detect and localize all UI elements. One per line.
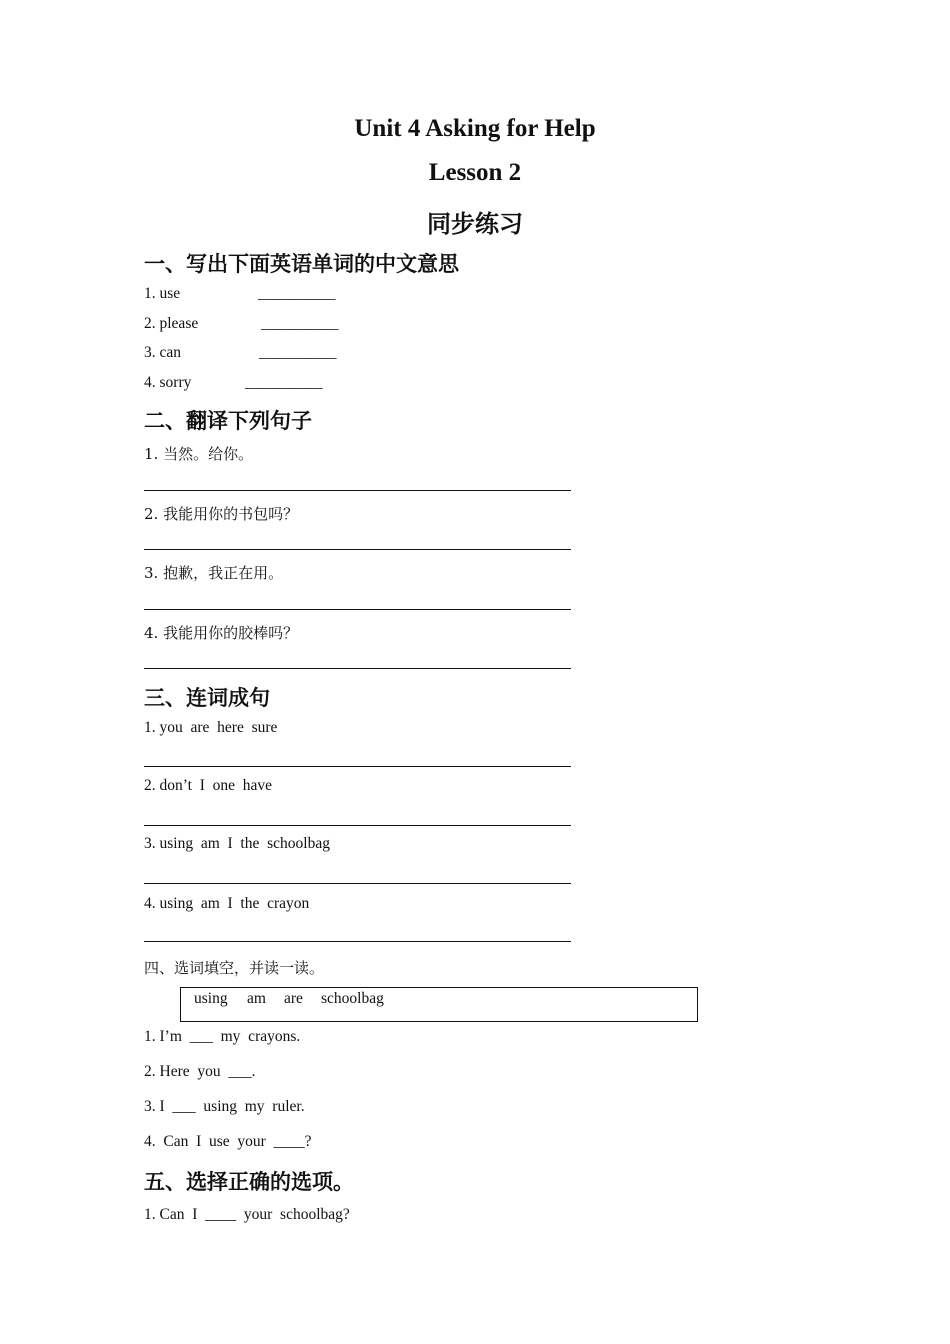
fill-blank-item: 2. Here you ___.	[144, 1063, 256, 1080]
vocab-item: 4. sorry	[144, 374, 192, 391]
vocab-item: 3. can	[144, 344, 182, 361]
translate-item: 1. 当然。给你。	[144, 445, 254, 463]
answer-blank: __________	[261, 315, 339, 332]
choice-item: 1. Can I ____ your schoolbag?	[144, 1206, 350, 1223]
answer-line	[144, 609, 571, 610]
translate-item: 4. 我能用你的胶棒吗？	[144, 624, 299, 642]
word-bank-box	[180, 987, 698, 1022]
word-bank-word: are	[284, 990, 303, 1007]
lesson-title: Lesson 2	[428, 159, 522, 186]
word-bank-word: using	[194, 990, 228, 1007]
vocab-item: 1. use	[144, 285, 181, 302]
section-4-heading: 四、选词填空，并读一读。	[144, 959, 325, 977]
word-bank-word: schoolbag	[321, 990, 384, 1007]
section-2-heading: 二、翻译下列句子	[144, 409, 312, 433]
answer-line	[144, 883, 571, 884]
section-1-heading: 一、写出下面英语单词的中文意思	[144, 252, 459, 276]
section-5-heading: 五、选择正确的选项。	[144, 1170, 354, 1194]
answer-line	[144, 941, 571, 942]
word-order-item: 1. you are here sure	[144, 719, 278, 736]
vocab-item: 2. please	[144, 315, 199, 332]
subtitle: 同步练习	[427, 210, 523, 238]
document-title: Unit 4 Asking for Help	[354, 115, 596, 142]
answer-line	[144, 549, 571, 550]
answer-blank: __________	[258, 285, 336, 302]
section-3-heading: 三、连词成句	[144, 686, 270, 710]
answer-line	[144, 766, 571, 767]
fill-blank-item: 3. I ___ using my ruler.	[144, 1098, 305, 1115]
word-order-item: 4. using am I the crayon	[144, 895, 310, 912]
fill-blank-item: 4. Can I use your ____?	[144, 1133, 312, 1150]
word-order-item: 2. don’t I one have	[144, 777, 272, 794]
translate-item: 2. 我能用你的书包吗？	[144, 505, 299, 523]
answer-blank: __________	[245, 374, 323, 391]
answer-line	[144, 668, 571, 669]
answer-line	[144, 825, 571, 826]
answer-blank: __________	[259, 344, 337, 361]
word-bank-word: am	[247, 990, 266, 1007]
translate-item: 3. 抱歉，我正在用。	[144, 564, 284, 582]
word-order-item: 3. using am I the schoolbag	[144, 835, 330, 852]
fill-blank-item: 1. I’m ___ my crayons.	[144, 1028, 301, 1045]
answer-line	[144, 490, 571, 491]
